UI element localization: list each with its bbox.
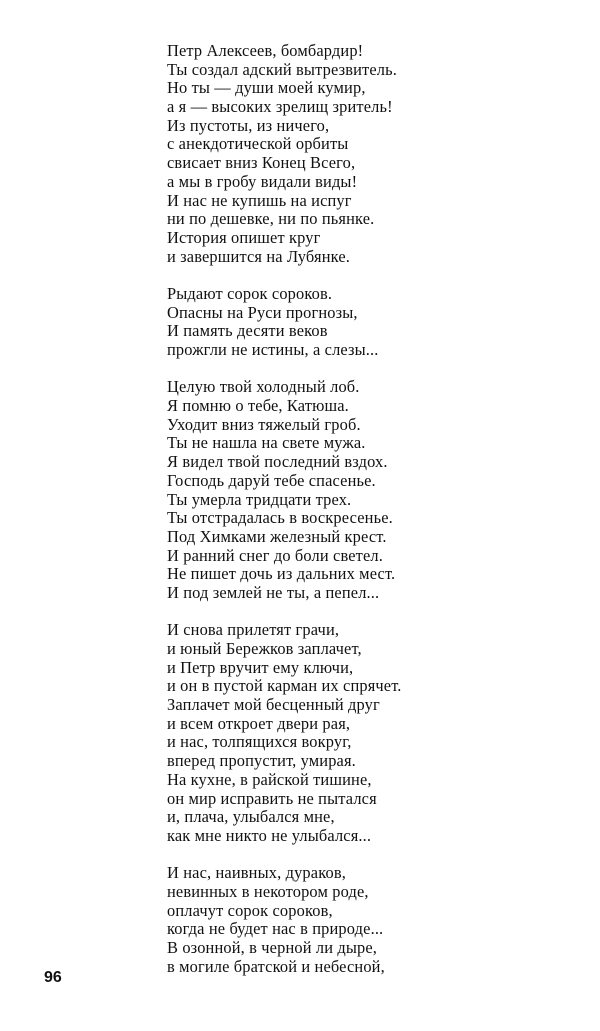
- poem-line: невинных в некотором роде,: [167, 881, 369, 901]
- poem-line: Я видел твой последний вздох.: [167, 452, 388, 472]
- poem-line: когда не будет нас в природе...: [167, 919, 384, 939]
- poem-line: Я помню о тебе, Катюша.: [167, 396, 349, 416]
- poem-line: прожгли не истины, а слезы...: [167, 340, 379, 359]
- poem-line: И под землей не ты, а пепел...: [167, 582, 380, 602]
- poem-line: И ранний снег до боли светел.: [167, 545, 383, 565]
- poem-line: Опасны на Руси прогнозы,: [167, 302, 358, 322]
- poem-line: Ты создал адский вытрезвитель.: [167, 59, 397, 79]
- poem-text: [167, 42, 467, 976]
- poem-line: Но ты — души моей кумир,: [167, 78, 366, 98]
- page-number: 96: [44, 969, 62, 986]
- poem-line: В озонной, в черной ли дыре,: [167, 938, 378, 957]
- poem-line: в могиле братской и небесной,: [167, 956, 385, 976]
- poem-line: Петр Алексеев, бомбардир!: [167, 41, 364, 60]
- stanza-break: [167, 360, 467, 379]
- poem-line: с анекдотической орбиты: [167, 134, 349, 154]
- poem-line: Целую твой холодный лоб.: [167, 377, 360, 397]
- poem-line: И нас не купишь на испуг: [167, 190, 352, 210]
- poem-line: вперед пропустит, умирая.: [167, 751, 356, 771]
- stanza-break: [167, 603, 467, 622]
- poem-line: И нас, наивных, дураков,: [167, 863, 346, 883]
- poem-line: Не пишет дочь из дальних мест.: [167, 564, 396, 584]
- poem-line: а я — высоких зрелищ зритель!: [167, 97, 393, 117]
- poem-line: Ты не нашла на свете мужа.: [167, 433, 366, 453]
- poem-line: Господь даруй тебе спасенье.: [167, 470, 376, 490]
- poem-line: он мир исправить не пытался: [167, 788, 377, 808]
- poem-line: И снова прилетят грачи,: [167, 620, 340, 640]
- stanza-break: [167, 266, 467, 285]
- stanza-break: [167, 846, 467, 865]
- poem-line: и он в пустой карман их спрячет.: [167, 676, 402, 696]
- poem-line: Под Химками железный крест.: [167, 526, 387, 546]
- poem-line: ни по дешевке, ни по пьянке.: [167, 209, 375, 229]
- poem-line: и, плача, улыбался мне,: [167, 807, 335, 827]
- poem-line: Ты отстрадалась в воскресенье.: [167, 508, 393, 528]
- poem-line: Ты умерла тридцати трех.: [167, 489, 352, 509]
- stanza-3: [167, 378, 467, 602]
- stanza-4: [167, 621, 467, 845]
- poem-line: Из пустоты, из ничего,: [167, 115, 330, 135]
- poem-line: как мне никто не улыбался...: [167, 825, 372, 845]
- poem-line: И память десяти веков: [167, 321, 328, 341]
- poem-line: свисает вниз Конец Всего,: [167, 153, 356, 173]
- stanza-1: [167, 42, 467, 266]
- poem-line: и нас, толпящихся вокруг,: [167, 732, 352, 752]
- poem-line: а мы в гробу видали виды!: [167, 171, 358, 191]
- poem-line: и всем откроет двери рая,: [167, 713, 351, 733]
- poem-line: История опишет круг: [167, 227, 321, 247]
- poem-line: На кухне, в райской тишине,: [167, 769, 372, 789]
- poem-line: и юный Бережков заплачет,: [167, 639, 362, 658]
- poem-line: оплачут сорок сороков,: [167, 900, 333, 920]
- poem-line: Заплачет мой бесценный друг: [167, 695, 380, 715]
- stanza-2: [167, 285, 467, 360]
- poem-line: Рыдают сорок сороков.: [167, 283, 333, 303]
- poem-line: и Петр вручит ему ключи,: [167, 657, 354, 677]
- poem-line: и завершится на Лубянке.: [167, 246, 350, 266]
- poem-line: Уходит вниз тяжелый гроб.: [167, 414, 361, 434]
- stanza-5: [167, 864, 467, 976]
